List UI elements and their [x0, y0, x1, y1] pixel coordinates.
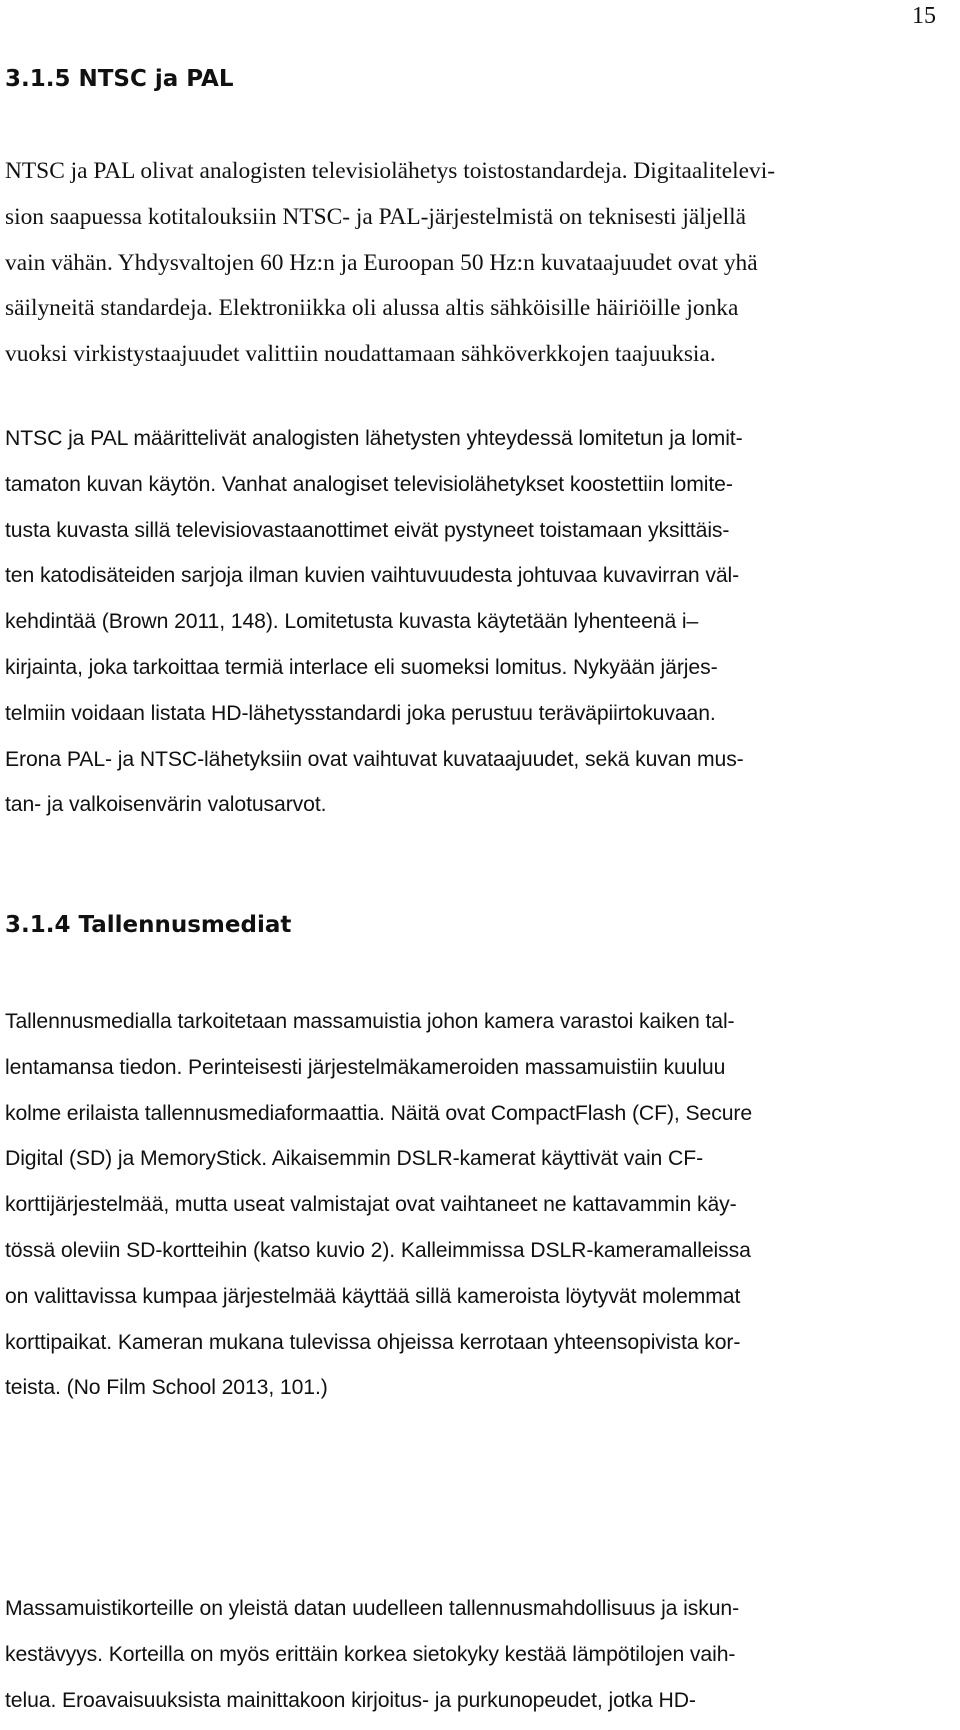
text-line: Massamuistikorteille on yleistä datan uudelleen tallennusmahdollisuus ja iskun-: [5, 1597, 740, 1620]
text-line: tamaton kuvan käytön. Vanhat analogiset televisiolähetykset koostettiin lomite-: [5, 472, 733, 496]
text-line: kirjainta, joka tarkoittaa termiä interlace eli suomeksi lomitus. Nykyään järjes-: [5, 655, 718, 679]
text-line: kolme erilaista tallennusmediaformaattia. Näitä ovat CompactFlash (CF), Secure: [5, 1101, 753, 1125]
paragraph-ntsc-pal-intro: [5, 149, 775, 378]
text-line: lentamansa tiedon. Perinteisesti järjestelmäkameroiden massamuistiin kuuluu: [5, 1055, 726, 1079]
text-line: telmiin voidaan listata HD-lähetysstandardi joka perustuu teräväpiirtokuvaan.: [5, 701, 716, 725]
section-heading-ntsc-pal: 3.1.5 NTSC ja PAL: [5, 66, 234, 92]
paragraph-storage-media: [5, 999, 752, 1411]
text-line: säilyneitä standardeja. Elektroniikka oli alussa altis sähköisille häiriöille jonka: [5, 295, 739, 322]
text-line: NTSC ja PAL olivat analogisten televisiolähetys toistostandardeja. Digitaalitelevi-: [5, 158, 776, 184]
text-line: vuoksi virkistystaajuudet valittiin noudattamaan sähköverkkojen taajuuksia.: [5, 341, 716, 368]
text-line: Tallennusmedialla tarkoitetaan massamuistia johon kamera varastoi kaiken tal-: [5, 1010, 735, 1033]
text-line: korttijärjestelmää, mutta useat valmistajat ovat vaihtaneet ne kattavammin käy-: [5, 1193, 737, 1217]
section-heading-tallennusmediat: 3.1.4 Tallennusmediat: [5, 912, 292, 938]
text-line: tan- ja valkoisenvärin valotusarvot.: [5, 793, 327, 817]
paragraph-interlace: [5, 416, 744, 828]
text-line: korttipaikat. Kameran mukana tulevissa ohjeissa kerrotaan yhteensopivista kor-: [5, 1330, 741, 1354]
text-line: NTSC ja PAL määrittelivät analogisten lähetysten yhteydessä lomitetun ja lomit-: [5, 427, 743, 450]
text-line: ten katodisäteiden sarjoja ilman kuvien vaihtuvuudesta johtuvaa kuvavirran väl-: [5, 564, 740, 588]
text-line: tusta kuvasta sillä televisiovastaanottimet eivät pystyneet toistamaan yksittäis-: [5, 518, 730, 542]
text-line: sion saapuessa kotitalouksiin NTSC- ja PAL-järjestelmistä on teknisesti jäljellä: [5, 203, 747, 230]
text-line: telua. Eroavaisuuksista mainittakoon kirjoitus- ja purkunopeudet, jotka HD-: [5, 1688, 696, 1712]
text-line: on valittavissa kumpaa järjestelmää käyttää sillä kameroista löytyvät molemmat: [5, 1284, 741, 1308]
page-number: 15: [912, 3, 936, 29]
text-line: Digital (SD) ja MemoryStick. Aikaisemmin DSLR-kamerat käyttivät vain CF-: [5, 1147, 704, 1171]
text-line: teista. (No Film School 2013, 101.): [5, 1376, 328, 1400]
text-line: vain vähän. Yhdysvaltojen 60 Hz:n ja Euroopan 50 Hz:n kuvataajuudet ovat yhä: [5, 249, 758, 276]
text-line: tössä oleviin SD-kortteihin (katso kuvio 2). Kalleimmissa DSLR-kameramalleissa: [5, 1238, 751, 1262]
paragraph-memory-cards: [5, 1586, 739, 1723]
text-line: kestävyys. Korteilla on myös erittäin korkea sietokyky kestää lämpötilojen vaih-: [5, 1642, 736, 1666]
text-line: kehdintää (Brown 2011, 148). Lomitetusta kuvasta käytetään lyhenteenä i–: [5, 610, 699, 634]
text-line: Erona PAL- ja NTSC-lähetyksiin ovat vaihtuvat kuvataajuudet, sekä kuvan mus-: [5, 747, 744, 771]
